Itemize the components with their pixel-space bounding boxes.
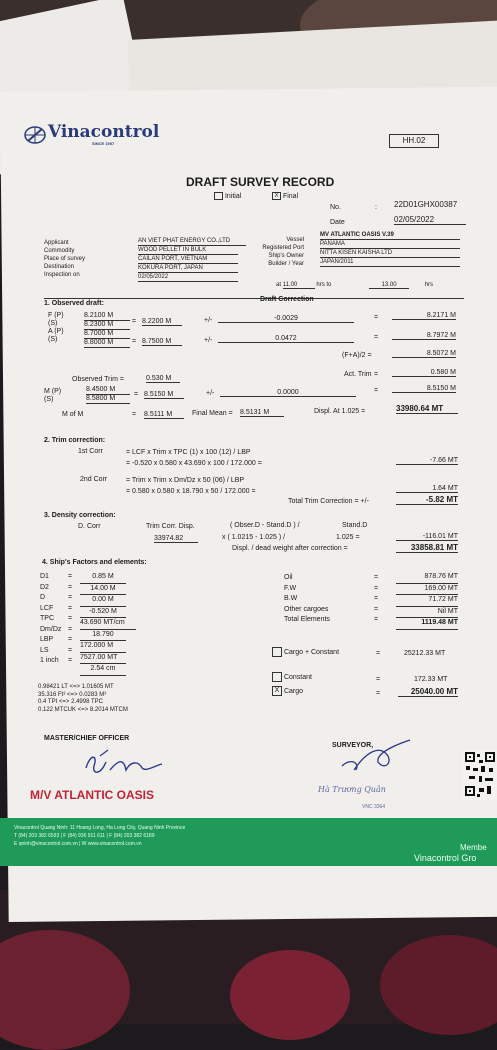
density-formula: ( Obser.D - Stand.D ) / (230, 522, 300, 529)
a-mean-value: 8.7500 M (142, 338, 182, 346)
cargo-row (272, 686, 303, 696)
fp-label: F (P) (48, 312, 64, 319)
f-mean-value: 8.2200 M (142, 318, 182, 326)
draft-correction-heading: Draft Correction (260, 296, 314, 303)
owner-value: NITTA KISEN KAISHA LTD (320, 249, 460, 258)
page-title: DRAFT SURVEY RECORD (186, 175, 335, 189)
factor-value: 43.690 MT/cm (80, 618, 136, 630)
fore-aft-drafts (84, 312, 130, 348)
info-values (138, 237, 246, 282)
initial-checkbox (214, 192, 223, 200)
final-mean-value: 8.5131 M (240, 409, 284, 417)
master-label: MASTER/CHIEF OFFICER (44, 735, 130, 742)
at-label: at (276, 282, 282, 288)
total-trim-value: -5.82 MT (396, 496, 458, 505)
master-signature (80, 748, 170, 782)
second-corr-result: 1.64 MT (396, 485, 458, 493)
element-total: 1119.48 MT (396, 618, 458, 630)
element-label: Oil (284, 574, 293, 581)
factor-label: LCF (40, 604, 54, 612)
mid-drafts (86, 386, 130, 404)
conversion-line: 0.122 MTCUK <=> 8.2014 MTCM (38, 706, 128, 713)
m-mean-value: 8.5150 M (144, 391, 184, 399)
a-mean-eq: = (132, 338, 137, 345)
a-correction: 0.0472 (218, 335, 354, 343)
destination-value: KOKURA PORT, JAPAN (138, 264, 238, 273)
vessel-stamp: M/V ATLANTIC OASIS (30, 788, 154, 802)
displ-label: Displ. At 1.025 = (314, 408, 366, 415)
company-name: Vinacontrol (47, 122, 160, 142)
element-label: B.W (284, 595, 298, 602)
footer-member-label: Membe (460, 843, 487, 852)
constant-row (272, 672, 312, 682)
f-eq: = (374, 314, 379, 321)
date-label: Date (330, 219, 345, 226)
hrs-to-label: hrs to (316, 282, 332, 288)
first-corr-label: 1st Corr (78, 448, 103, 455)
after-correction-value: 33858.81 MT (396, 544, 458, 553)
final-label: Final (282, 192, 299, 200)
footer-address: Vinacontrol Quang Ninh: 11 Hoang Long, Ha Long City, Quang Ninh Province (14, 825, 186, 831)
trim-heading: 2. Trim correction: (44, 437, 106, 444)
globe-icon (24, 125, 46, 145)
element-label: Other cargoes (284, 605, 329, 613)
initial-option (214, 192, 241, 200)
cargo-constant-value: 25212.33 MT (404, 650, 446, 657)
info-labels (44, 239, 85, 279)
ap-label: A (P) (48, 328, 64, 335)
factor-value: 18.790 (80, 630, 126, 642)
no-label: No. (330, 204, 341, 211)
draft-survey-record: Vinacontrol SINCE 1957 HH.02 DRAFT SURVEY RECORD Initial X Final No. : 22D01GHX00387 Date 02/05/2022 Applicant Commodity Place of survey Destination Inspection on AN VIET PHAT ENERGY CO.,LTD WOOD PELLET IN BULK CAILAN PORT, VIETNAM KOKURA PORT, JAPAN 02/05/2022 Vessel Registered Port Ship's Owner Builder / Year MV ATLANTIC OASIS V.39 PANAMA NITTA KISEN KAISHA LTD JAPAN/2011 at 11.00 hrs to 13.00 hrs 1. Observed draft: Draft Correction F (P) (S) A (P) (S) 8.2100 M 8.2300 M 8.7000 M 8.8000 M = 8.2200 M = 8.7500 M +/- +/- -0.0029 0.0472 = = 8.2171 M 8.7972 M (F+A)/2 = 8.5072 M Observed Trim = 0.530 M Act. Trim = 0.580 M M (P) (S) 8.4500 M 8.5800 M = 8.5150 M +/- 0.0000 = 8.5150 M M of M = 8.5111 M Final Mean = 8.5131 M Displ. At 1.025 = 33980.64 MT 2. Trim correction: 1st Corr = LCF x Trim x TPC (1) x 100 (12) / LBP = -0.520 x 0.580 x 43.690 x 100 / 172.000 = -7.66 MT 2nd Corr = Trim x Trim x Dm/Dz x 50 (06) / LBP = 0.580 x 0.580 x 18.790 x 50 / 172.000 = 1.64 MT Total Trim Correction = +/- -5.82 MT 3. Density correction: D. Corr Trim Corr. Disp. 33974.82 ( Obser.D - Stand.D ) / x ( 1.0215 - 1.025 ) / Stand.D 1.025 = -116.01 MT Displ. / dead weight after correction = 33858.81 MT 4. Ship's Factors and elements: D1 D2 D LCF TPC Dm/Dz LBP LS 1 inch = = = = = = = = = 0.85 M 14.00 M 0.00 M -0.520 M 43.690 MT/cm 18.790 172.000 M 7527.00 MT 2.54 cm 0.98421 LT <=> 1.01605 MT 35.316 Ft³ <=> 0.0283 M³ 0.4 TPI <=> 2.4998 TPC 0.122 MTCUK <=> 8.2014 MTCM Oil F.W B.W Other cargoes Total Elements = = = = = 878.76 MT 169.00 MT 71.72 MT Nil MT 1119.48 MT Cargo + Constant = 25212.33 MT Constant = 172.33 MT X Cargo = 25040.00 MT MASTER/CHIEF OFFICER M/V ATLANTIC OASIS SURVEYOR, Hà Trương Quân VNC 3364 Vinacontrol Quang Ninh: 11 Hoang Long, Ha Long City, Quang Ninh Province T (84) 203 382 6593 | F (84) 936 911 611 | F (84) 203 382 6189 E qninh@vinacontrol.com.vn | W www.vinacontrol.com.vn Membe Vinacontrol Gro (0, 0, 497, 1024)
m-eq: = (374, 387, 379, 394)
m-pm: +/- (206, 390, 215, 397)
element-labels (284, 573, 330, 626)
footer-contact: E qninh@vinacontrol.com.vn | W www.vinacontrol.com.vn (14, 841, 142, 847)
factor-label: D2 (40, 583, 49, 591)
faa-value: 8.5072 M (392, 350, 456, 358)
ap-value: 8.7000 M (84, 330, 130, 339)
cargo-value: 25040.00 MT (398, 688, 458, 697)
divider (44, 298, 464, 299)
first-corr-values: = -0.520 x 0.580 x 43.690 x 100 / 172.000 = (126, 460, 262, 467)
factor-value: 0.00 M (80, 595, 126, 607)
footer-bar (0, 818, 497, 866)
applicant-value: AN VIET PHAT ENERGY CO.,LTD (138, 237, 246, 246)
surveyor-signature (336, 736, 416, 776)
mp-label: M (P) (44, 388, 62, 395)
mofm-label: M of M (62, 411, 84, 418)
factor-label: LS (40, 646, 49, 654)
factor-value: 0.85 M (80, 572, 126, 584)
factor-label: D1 (40, 573, 49, 580)
qr-code-icon (463, 750, 497, 800)
initial-label: Initial (224, 192, 242, 200)
builder-label: Builder / Year (268, 261, 304, 267)
second-corr-label: 2nd Corr (80, 476, 108, 483)
commodity-label: Commodity (44, 248, 75, 254)
factor-eqs: = = = = = = = = = (68, 573, 73, 664)
after-correction-label: Displ. / dead weight after correction = (232, 545, 348, 552)
factor-label: LBP (40, 636, 54, 643)
faa-label: (F+A)/2 = (342, 352, 372, 359)
footer-group-label: Vinacontrol Gro (414, 853, 477, 863)
observed-trim-label: Observed Trim = (72, 376, 124, 383)
total-trim-label: Total Trim Correction = +/- (288, 498, 369, 505)
cargo-checkbox-checked: X (272, 686, 282, 696)
inspection-value: 02/05/2022 (138, 273, 238, 282)
ms-label: (S) (44, 396, 54, 403)
surveyor-label: SURVEYOR, (332, 742, 374, 749)
density-corr-label: D. Corr (78, 523, 101, 530)
second-corr-formula: = Trim x Trim x Dm/Dz x 50 (06) / LBP (126, 477, 245, 484)
act-trim-eq: = (374, 371, 379, 378)
commodity-value: WOOD PELLET IN BULK (138, 246, 238, 255)
element-values (396, 572, 458, 630)
unit-conversions (38, 684, 128, 714)
cargo-constant-row (272, 647, 339, 657)
record-number: 22D01GHX00387 (394, 200, 458, 209)
stand-d-label: Stand.D (342, 522, 368, 529)
factor-value: -0.520 M (80, 607, 126, 619)
factor-labels (40, 572, 61, 667)
registered-port-label: Registered Port (262, 245, 304, 251)
final-mean-label: Final Mean = (192, 410, 233, 417)
as-label: (S) (48, 336, 58, 343)
element-eqs: = = = = = (374, 574, 379, 623)
a-pm: +/- (204, 337, 213, 344)
fp-value: 8.2100 M (84, 312, 130, 321)
act-trim-value: 0.580 M (392, 369, 456, 377)
factor-value: 7527.00 MT (80, 653, 126, 665)
record-date: 02/05/2022 (394, 216, 466, 225)
density-heading: 3. Density correction: (44, 512, 116, 519)
observed-trim-value: 0.530 M (146, 375, 180, 383)
density-formula-values: x ( 1.0215 - 1.025 ) / (222, 534, 286, 541)
vessel-labels (244, 236, 304, 268)
to-value: 13.00 (369, 282, 409, 289)
owner-label: Ship's Owner (268, 253, 304, 259)
mp-value: 8.4500 M (86, 386, 130, 395)
constant-value: 172.33 MT (414, 676, 448, 683)
final-checkbox-checked: X (272, 192, 281, 200)
registered-port-value: PANAMA (320, 240, 460, 249)
mofm-value: 8.5111 M (144, 411, 184, 419)
a-corrected: 8.7972 M (392, 332, 456, 340)
factor-label: Dm/Dz (40, 625, 62, 633)
fs-label: (S) (48, 320, 58, 327)
factor-label: 1 inch (40, 657, 59, 664)
factors-heading: 4. Ship's Factors and elements: (42, 559, 147, 566)
displ-value: 33980.64 MT (396, 405, 458, 414)
element-label: Total Elements (284, 616, 330, 623)
m-correction: 0.0000 (220, 389, 356, 397)
factor-value: 172.000 M (80, 641, 126, 653)
cargo-label: Cargo (283, 687, 304, 695)
ms-value: 8.5800 M (86, 395, 130, 404)
f-pm: +/- (204, 317, 213, 324)
fs-value: 8.2300 M (84, 321, 130, 330)
element-value: 878.76 MT (396, 572, 458, 584)
second-corr-values: = 0.580 x 0.580 x 18.790 x 50 / 172.000 = (126, 488, 256, 495)
inspection-label: Inspection on (44, 272, 80, 278)
factor-values (80, 572, 136, 676)
factor-label: TPC (40, 615, 54, 622)
destination-label: Destination (44, 264, 75, 270)
vessel-label: Vessel (286, 237, 304, 243)
fore-labels (48, 312, 64, 344)
place-value: CAILAN PORT, VIETNAM (138, 255, 238, 264)
first-corr-formula: = LCF x Trim x TPC (1) x 100 (12) / LBP (126, 449, 251, 456)
stand-d-value: 1.025 = (336, 534, 360, 541)
factor-label: D (40, 594, 46, 601)
at-value: 11.00 (283, 282, 315, 289)
element-value: 71.72 MT (396, 595, 458, 607)
conversion-line: 0.98421 LT <=> 1.01605 MT (38, 684, 114, 690)
f-mean-eq: = (132, 318, 137, 325)
trim-corr-disp-label: Trim Corr. Disp. (146, 523, 195, 530)
m-corrected: 8.5150 M (392, 385, 456, 393)
act-trim-label: Act. Trim (344, 371, 372, 378)
element-value: 169.00 MT (396, 584, 458, 596)
conversion-line: 0.4 TPI <=> 2.4998 TPC (38, 699, 103, 705)
footer-phone: T (84) 203 382 6593 | F (84) 936 911 611 | F (84) 203 382 6189 (14, 833, 155, 839)
factor-value: 14.00 M (80, 584, 126, 596)
hrs-label: hrs (424, 282, 434, 288)
mid-labels (44, 388, 61, 404)
cargo-constant-checkbox (272, 647, 282, 657)
surveyor-name: Hà Trương Quân (318, 785, 386, 794)
vessel-values (320, 231, 460, 267)
observed-heading: 1. Observed draft: (44, 300, 104, 307)
cargo-constant-label: Cargo + Constant (283, 648, 340, 656)
element-value: Nil MT (396, 607, 458, 619)
first-corr-result: -7.66 MT (396, 457, 458, 465)
surveyor-code: VNC 3364 (362, 804, 386, 810)
applicant-label: Applicant (44, 240, 69, 246)
element-label: F.W (284, 584, 297, 592)
since-label: SINCE 1957 (92, 141, 115, 146)
factor-value: 2.54 cm (80, 664, 126, 676)
place-label: Place of survey (44, 256, 86, 262)
time-range (276, 282, 433, 289)
builder-value: JAPAN/2011 (320, 258, 460, 267)
conversion-line: 35.316 Ft³ <=> 0.0283 M³ (38, 691, 107, 698)
a-eq: = (374, 334, 379, 341)
f-corrected: 8.2171 M (392, 312, 456, 320)
trim-corr-disp-value: 33974.82 (154, 535, 198, 543)
constant-checkbox (272, 672, 282, 682)
as-value: 8.8000 M (84, 339, 130, 348)
f-correction: -0.0029 (218, 315, 354, 323)
vessel-value: MV ATLANTIC OASIS V.39 (320, 231, 460, 240)
final-option (272, 192, 298, 200)
constant-label: Constant (283, 673, 312, 681)
form-number: HH.02 (389, 134, 439, 148)
density-corr-result: -116.01 MT (396, 533, 458, 541)
